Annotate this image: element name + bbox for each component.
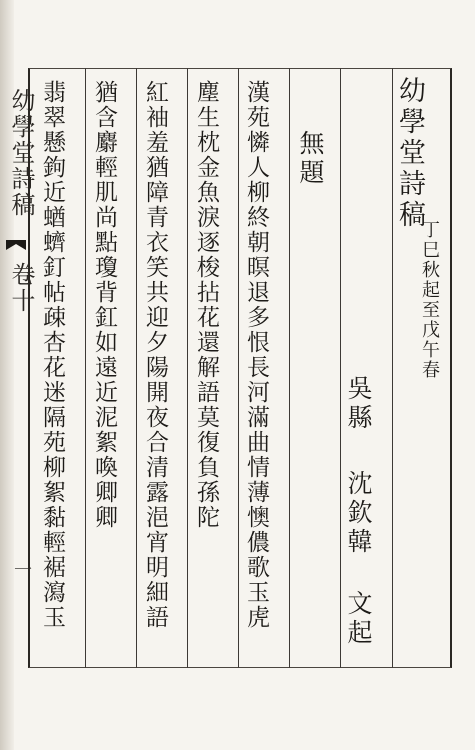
poem-title: 無題	[296, 130, 325, 188]
poem-line: 猶含麝輕肌尚點瓊背釭如遠近泥絮喚卿卿	[91, 80, 117, 530]
poem-line: 翡翠懸鉤近蝤蠐釘帖疎杏花迷隔苑柳絮黏輕裾瀉玉	[39, 80, 65, 630]
column-rule	[340, 68, 341, 668]
column-rule	[187, 68, 188, 668]
column-rule	[136, 68, 137, 668]
poem-line: 漢苑憐人柳終朝暝退多恨長河滿曲情薄懊儂歌玉虎	[243, 80, 269, 630]
column-rule	[289, 68, 290, 668]
poem-line: 紅袖羞猶障青衣笑共迎夕陽開夜合清露浥宵明細語	[142, 80, 168, 630]
author-name: 沈欽韓	[344, 470, 373, 557]
poem-line: 塵生枕金魚淚逐梭拈花還解語莫復負孫陀	[193, 80, 219, 530]
author-place: 吳縣	[344, 375, 373, 433]
column-rule	[392, 68, 393, 668]
author-courtesy: 文起	[344, 590, 373, 648]
margin-volume-label: 卷十	[7, 262, 35, 314]
column-rule	[238, 68, 239, 668]
margin-book-title: 幼學堂詩稿	[7, 88, 35, 218]
header-period: 丁巳秋起至戊午春	[419, 220, 440, 380]
margin-leaf-number: 一	[11, 560, 32, 578]
column-rule	[85, 68, 86, 668]
header-title: 幼學堂詩稿	[394, 76, 425, 231]
